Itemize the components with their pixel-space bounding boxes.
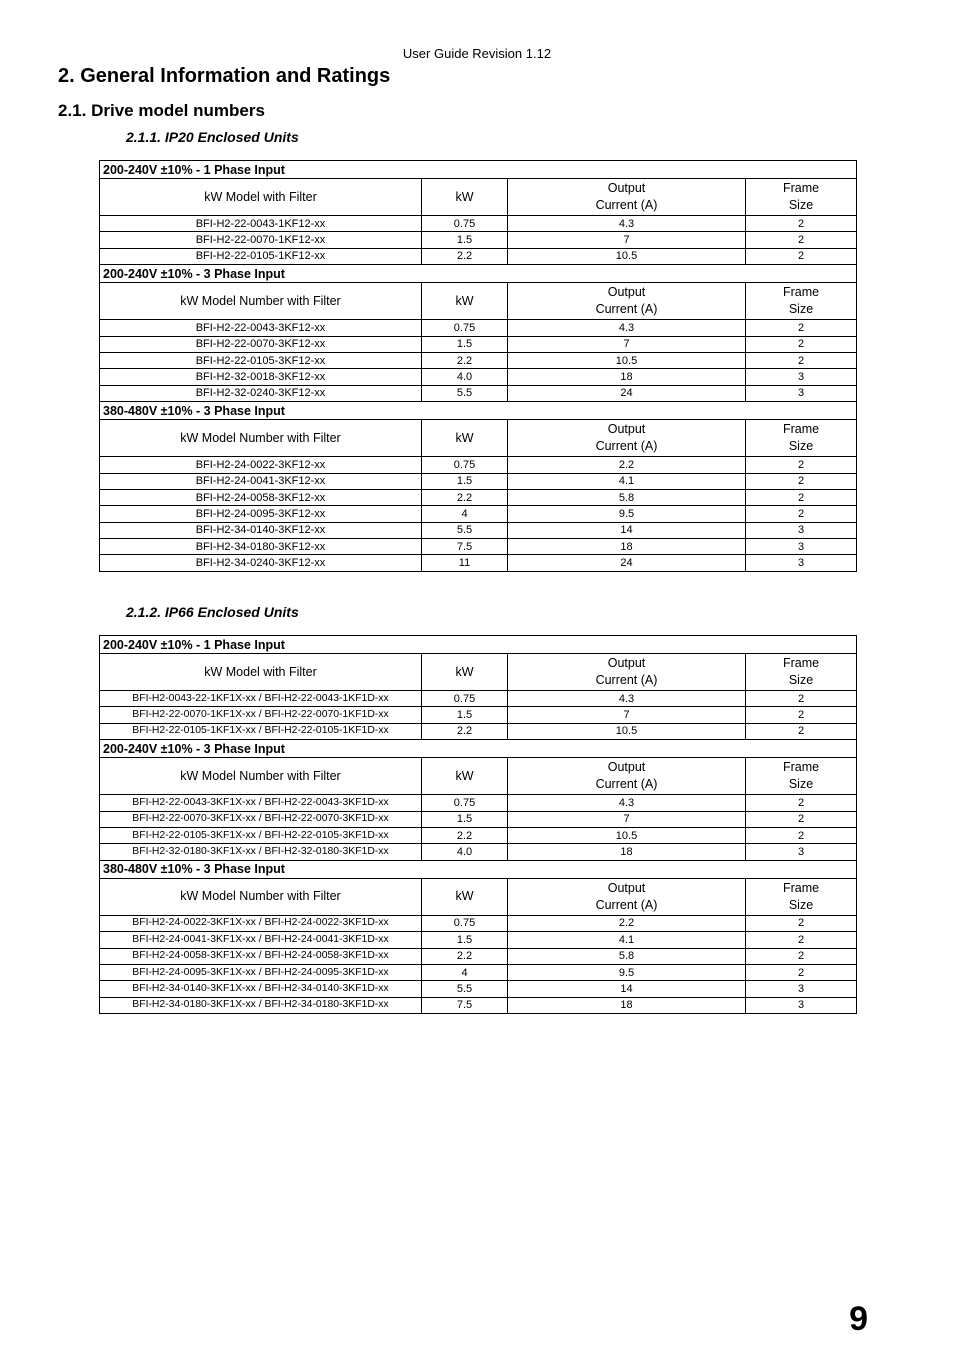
output-current-cell: 18 bbox=[508, 844, 746, 860]
output-current-cell: 18 bbox=[508, 369, 746, 385]
kw-column-header: kW bbox=[422, 878, 508, 915]
output-current-cell: 2.2 bbox=[508, 457, 746, 473]
kw-column-header: kW bbox=[422, 283, 508, 320]
kw-cell: 4.0 bbox=[422, 369, 508, 385]
output-current-cell: 4.3 bbox=[508, 795, 746, 811]
current-column-header: Output Current (A) bbox=[508, 179, 746, 216]
model-number-cell: BFI-H2-24-0041-3KF12-xx bbox=[100, 473, 422, 489]
table-row bbox=[100, 352, 857, 368]
kw-cell: 0.75 bbox=[422, 795, 508, 811]
ip66-subsection-title: 2.1.2. IP66 Enclosed Units bbox=[126, 604, 299, 620]
section-header: 200-240V ±10% - 3 Phase Input bbox=[100, 265, 857, 283]
model-column-header: kW Model Number with Filter bbox=[100, 878, 422, 915]
frame-size-cell: 2 bbox=[746, 723, 857, 739]
frame-size-cell: 3 bbox=[746, 981, 857, 997]
model-number-cell: BFI-H2-24-0095-3KF12-xx bbox=[100, 506, 422, 522]
section-header-row bbox=[100, 636, 857, 654]
table-row bbox=[100, 506, 857, 522]
model-number-cell: BFI-H2-32-0018-3KF12-xx bbox=[100, 369, 422, 385]
kw-cell: 1.5 bbox=[422, 811, 508, 827]
kw-cell: 5.5 bbox=[422, 522, 508, 538]
frame-column-header: Frame Size bbox=[746, 420, 857, 457]
model-number-cell: BFI-H2-24-0022-3KF12-xx bbox=[100, 457, 422, 473]
frame-size-cell: 2 bbox=[746, 827, 857, 843]
model-number-cell: BFI-H2-22-0105-3KF1X-xx / BFI-H2-22-0105-3KF1D-xx bbox=[100, 827, 422, 843]
kw-cell: 4 bbox=[422, 964, 508, 980]
frame-column-header: Frame Size bbox=[746, 878, 857, 915]
table-row bbox=[100, 707, 857, 723]
current-column-header: Output Current (A) bbox=[508, 654, 746, 691]
frame-size-cell: 2 bbox=[746, 915, 857, 931]
kw-cell: 4 bbox=[422, 506, 508, 522]
current-column-header: Output Current (A) bbox=[508, 420, 746, 457]
kw-cell: 5.5 bbox=[422, 385, 508, 401]
model-number-cell: BFI-H2-32-0180-3KF1X-xx / BFI-H2-32-0180-3KF1D-xx bbox=[100, 844, 422, 860]
current-column-header: Output Current (A) bbox=[508, 283, 746, 320]
model-number-cell: BFI-H2-34-0180-3KF12-xx bbox=[100, 539, 422, 555]
column-header-row bbox=[100, 878, 857, 915]
output-current-cell: 7 bbox=[508, 811, 746, 827]
kw-column-header: kW bbox=[422, 179, 508, 216]
kw-cell: 1.5 bbox=[422, 932, 508, 948]
model-column-header: kW Model Number with Filter bbox=[100, 420, 422, 457]
table-row bbox=[100, 915, 857, 931]
frame-size-cell: 2 bbox=[746, 691, 857, 707]
current-column-header: Output Current (A) bbox=[508, 878, 746, 915]
table-row bbox=[100, 811, 857, 827]
model-number-cell: BFI-H2-22-0043-3KF1X-xx / BFI-H2-22-0043-3KF1D-xx bbox=[100, 795, 422, 811]
column-header-row bbox=[100, 420, 857, 457]
table-row bbox=[100, 981, 857, 997]
column-header-row bbox=[100, 758, 857, 795]
model-number-cell: BFI-H2-22-0070-3KF1X-xx / BFI-H2-22-0070-3KF1D-xx bbox=[100, 811, 422, 827]
model-number-cell: BFI-H2-22-0105-1KF1X-xx / BFI-H2-22-0105-1KF1D-xx bbox=[100, 723, 422, 739]
frame-size-cell: 2 bbox=[746, 352, 857, 368]
model-number-cell: BFI-H2-22-0105-3KF12-xx bbox=[100, 352, 422, 368]
frame-size-cell: 2 bbox=[746, 506, 857, 522]
output-current-cell: 10.5 bbox=[508, 352, 746, 368]
model-number-cell: BFI-H2-32-0240-3KF12-xx bbox=[100, 385, 422, 401]
ip20-ratings-table bbox=[99, 160, 857, 572]
model-number-cell: BFI-H2-22-0043-3KF12-xx bbox=[100, 320, 422, 336]
kw-cell: 7.5 bbox=[422, 539, 508, 555]
section-header: 200-240V ±10% - 1 Phase Input bbox=[100, 636, 857, 654]
table-row bbox=[100, 964, 857, 980]
kw-cell: 2.2 bbox=[422, 352, 508, 368]
model-column-header: kW Model with Filter bbox=[100, 654, 422, 691]
table-row bbox=[100, 795, 857, 811]
output-current-cell: 7 bbox=[508, 336, 746, 352]
frame-column-header: Frame Size bbox=[746, 179, 857, 216]
table-row bbox=[100, 522, 857, 538]
frame-column-header: Frame Size bbox=[746, 283, 857, 320]
output-current-cell: 9.5 bbox=[508, 506, 746, 522]
model-number-cell: BFI-H2-22-0043-1KF12-xx bbox=[100, 216, 422, 232]
chapter-title: 2. General Information and Ratings bbox=[58, 65, 391, 87]
section-header: 380-480V ±10% - 3 Phase Input bbox=[100, 402, 857, 420]
kw-cell: 1.5 bbox=[422, 707, 508, 723]
model-number-cell: BFI-H2-34-0140-3KF12-xx bbox=[100, 522, 422, 538]
table-row bbox=[100, 232, 857, 248]
frame-size-cell: 2 bbox=[746, 216, 857, 232]
table-row bbox=[100, 336, 857, 352]
section-header: 200-240V ±10% - 3 Phase Input bbox=[100, 740, 857, 758]
frame-size-cell: 2 bbox=[746, 248, 857, 264]
model-number-cell: BFI-H2-0043-22-1KF1X-xx / BFI-H2-22-0043-1KF1D-xx bbox=[100, 691, 422, 707]
model-number-cell: BFI-H2-34-0240-3KF12-xx bbox=[100, 555, 422, 571]
ip20-subsection-title: 2.1.1. IP20 Enclosed Units bbox=[126, 129, 299, 145]
kw-column-header: kW bbox=[422, 654, 508, 691]
output-current-cell: 18 bbox=[508, 997, 746, 1013]
output-current-cell: 2.2 bbox=[508, 915, 746, 931]
section-header: 380-480V ±10% - 3 Phase Input bbox=[100, 860, 857, 878]
model-column-header: kW Model Number with Filter bbox=[100, 283, 422, 320]
table-row bbox=[100, 844, 857, 860]
model-number-cell: BFI-H2-22-0070-1KF12-xx bbox=[100, 232, 422, 248]
frame-column-header: Frame Size bbox=[746, 654, 857, 691]
model-number-cell: BFI-H2-34-0140-3KF1X-xx / BFI-H2-34-0140-3KF1D-xx bbox=[100, 981, 422, 997]
section-header-row bbox=[100, 161, 857, 179]
frame-size-cell: 2 bbox=[746, 232, 857, 248]
frame-size-cell: 2 bbox=[746, 707, 857, 723]
output-current-cell: 4.3 bbox=[508, 216, 746, 232]
ip66-ratings-table bbox=[99, 635, 857, 1014]
model-number-cell: BFI-H2-22-0070-3KF12-xx bbox=[100, 336, 422, 352]
output-current-cell: 9.5 bbox=[508, 964, 746, 980]
frame-size-cell: 2 bbox=[746, 964, 857, 980]
model-column-header: kW Model with Filter bbox=[100, 179, 422, 216]
model-number-cell: BFI-H2-34-0180-3KF1X-xx / BFI-H2-34-0180-3KF1D-xx bbox=[100, 997, 422, 1013]
page-number: 9 bbox=[849, 1300, 868, 1338]
section-header-row bbox=[100, 402, 857, 420]
frame-size-cell: 3 bbox=[746, 844, 857, 860]
output-current-cell: 10.5 bbox=[508, 723, 746, 739]
output-current-cell: 18 bbox=[508, 539, 746, 555]
model-column-header: kW Model Number with Filter bbox=[100, 758, 422, 795]
kw-cell: 0.75 bbox=[422, 691, 508, 707]
table-row bbox=[100, 932, 857, 948]
table-row bbox=[100, 385, 857, 401]
frame-size-cell: 3 bbox=[746, 997, 857, 1013]
model-number-cell: BFI-H2-22-0070-1KF1X-xx / BFI-H2-22-0070-1KF1D-xx bbox=[100, 707, 422, 723]
output-current-cell: 7 bbox=[508, 232, 746, 248]
output-current-cell: 5.8 bbox=[508, 489, 746, 505]
table-row bbox=[100, 473, 857, 489]
frame-size-cell: 3 bbox=[746, 522, 857, 538]
kw-cell: 2.2 bbox=[422, 489, 508, 505]
current-column-header: Output Current (A) bbox=[508, 758, 746, 795]
kw-cell: 0.75 bbox=[422, 915, 508, 931]
table-row bbox=[100, 320, 857, 336]
table-row bbox=[100, 539, 857, 555]
table-row bbox=[100, 691, 857, 707]
kw-cell: 2.2 bbox=[422, 948, 508, 964]
frame-size-cell: 2 bbox=[746, 336, 857, 352]
kw-cell: 11 bbox=[422, 555, 508, 571]
model-number-cell: BFI-H2-24-0058-3KF12-xx bbox=[100, 489, 422, 505]
frame-column-header: Frame Size bbox=[746, 758, 857, 795]
table-row bbox=[100, 369, 857, 385]
kw-cell: 4.0 bbox=[422, 844, 508, 860]
output-current-cell: 4.1 bbox=[508, 932, 746, 948]
table-row bbox=[100, 216, 857, 232]
output-current-cell: 14 bbox=[508, 981, 746, 997]
frame-size-cell: 2 bbox=[746, 457, 857, 473]
frame-size-cell: 3 bbox=[746, 555, 857, 571]
frame-size-cell: 3 bbox=[746, 369, 857, 385]
table-row bbox=[100, 248, 857, 264]
table-row bbox=[100, 555, 857, 571]
frame-size-cell: 2 bbox=[746, 473, 857, 489]
section-header-row bbox=[100, 860, 857, 878]
section-header: 200-240V ±10% - 1 Phase Input bbox=[100, 161, 857, 179]
kw-cell: 1.5 bbox=[422, 473, 508, 489]
kw-cell: 1.5 bbox=[422, 232, 508, 248]
frame-size-cell: 3 bbox=[746, 539, 857, 555]
output-current-cell: 4.1 bbox=[508, 473, 746, 489]
output-current-cell: 24 bbox=[508, 555, 746, 571]
column-header-row bbox=[100, 654, 857, 691]
output-current-cell: 10.5 bbox=[508, 827, 746, 843]
table-row bbox=[100, 827, 857, 843]
model-number-cell: BFI-H2-22-0105-1KF12-xx bbox=[100, 248, 422, 264]
model-number-cell: BFI-H2-24-0041-3KF1X-xx / BFI-H2-24-0041-3KF1D-xx bbox=[100, 932, 422, 948]
kw-column-header: kW bbox=[422, 420, 508, 457]
output-current-cell: 14 bbox=[508, 522, 746, 538]
frame-size-cell: 2 bbox=[746, 320, 857, 336]
frame-size-cell: 3 bbox=[746, 385, 857, 401]
output-current-cell: 5.8 bbox=[508, 948, 746, 964]
kw-column-header: kW bbox=[422, 758, 508, 795]
section-header-row bbox=[100, 265, 857, 283]
kw-cell: 5.5 bbox=[422, 981, 508, 997]
page-header: User Guide Revision 1.12 bbox=[402, 46, 552, 61]
table-row bbox=[100, 457, 857, 473]
kw-cell: 2.2 bbox=[422, 827, 508, 843]
column-header-row bbox=[100, 179, 857, 216]
kw-cell: 0.75 bbox=[422, 216, 508, 232]
output-current-cell: 24 bbox=[508, 385, 746, 401]
frame-size-cell: 2 bbox=[746, 811, 857, 827]
table-row bbox=[100, 997, 857, 1013]
model-number-cell: BFI-H2-24-0022-3KF1X-xx / BFI-H2-24-0022-3KF1D-xx bbox=[100, 915, 422, 931]
column-header-row bbox=[100, 283, 857, 320]
kw-cell: 1.5 bbox=[422, 336, 508, 352]
frame-size-cell: 2 bbox=[746, 795, 857, 811]
kw-cell: 0.75 bbox=[422, 320, 508, 336]
kw-cell: 2.2 bbox=[422, 723, 508, 739]
section-header-row bbox=[100, 740, 857, 758]
frame-size-cell: 2 bbox=[746, 932, 857, 948]
output-current-cell: 7 bbox=[508, 707, 746, 723]
kw-cell: 2.2 bbox=[422, 248, 508, 264]
kw-cell: 7.5 bbox=[422, 997, 508, 1013]
section-title: 2.1. Drive model numbers bbox=[58, 101, 265, 120]
frame-size-cell: 2 bbox=[746, 489, 857, 505]
output-current-cell: 10.5 bbox=[508, 248, 746, 264]
output-current-cell: 4.3 bbox=[508, 691, 746, 707]
frame-size-cell: 2 bbox=[746, 948, 857, 964]
table-row bbox=[100, 723, 857, 739]
model-number-cell: BFI-H2-24-0058-3KF1X-xx / BFI-H2-24-0058-3KF1D-xx bbox=[100, 948, 422, 964]
model-number-cell: BFI-H2-24-0095-3KF1X-xx / BFI-H2-24-0095-3KF1D-xx bbox=[100, 964, 422, 980]
table-row bbox=[100, 948, 857, 964]
table-row bbox=[100, 489, 857, 505]
kw-cell: 0.75 bbox=[422, 457, 508, 473]
output-current-cell: 4.3 bbox=[508, 320, 746, 336]
